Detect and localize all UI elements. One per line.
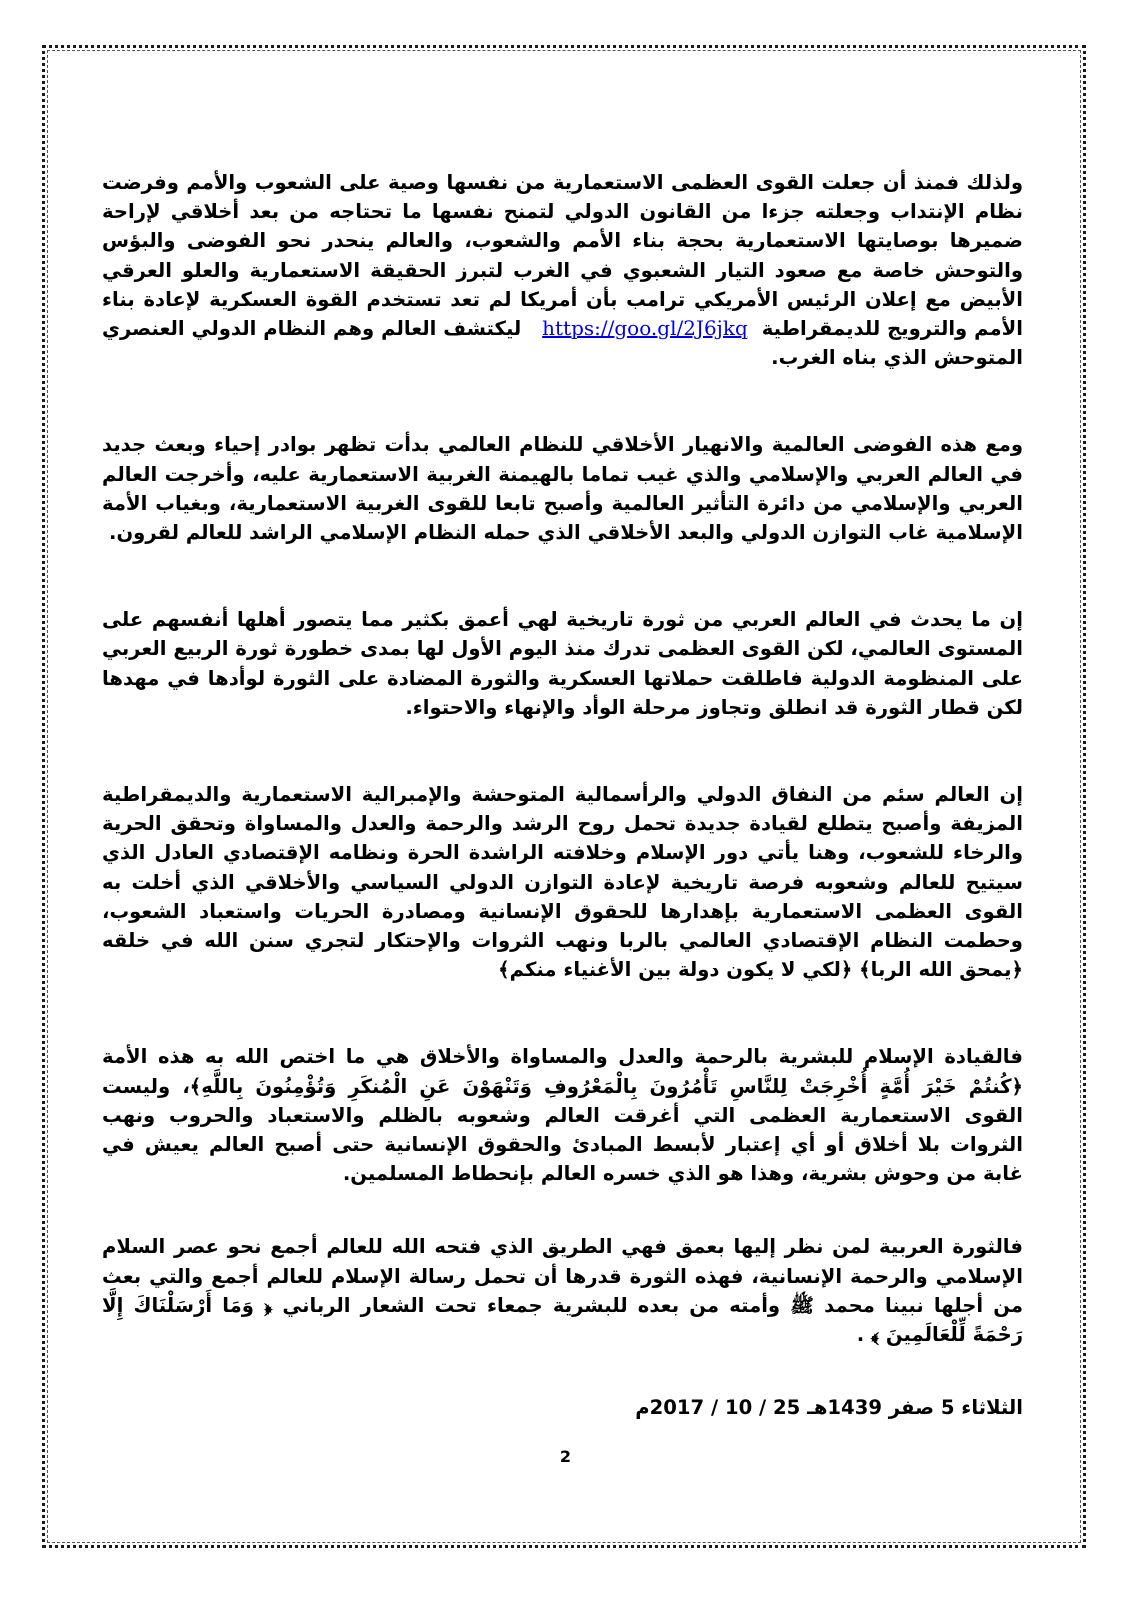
goo-gl-link[interactable]: https://goo.gl/2J6jkq — [542, 316, 748, 341]
paragraph-6: فالثورة العربية لمن نظر إليها بعمق فهي الطريق الذي فتحه الله للعالم أجمع نحو عصر السلام الإسلامي والرحمة الإنسانية، فهذه الثورة قدرها أن تحمل رسالة الإسلام للعالم أجمع والتي بعث من أجلها نبينا محمد ﷺ وأمته من بعده للبشرية جمعاء تحت الشعار الرباني ﴿ وَمَا أَرْسَلْنَاكَ إِلَّا رَحْمَةً لِّلْعَالَمِينَ ﴾ . — [102, 1235, 1023, 1347]
paragraph-1-text: ولذلك فمنذ أن جعلت القوى العظمى الاستعمارية من نفسها وصية على الشعوب والأمم وفرضت نظام الإنتداب وجعلته جزءا من القانون الدولي لتمنح نفسها ما تحتاجه من بعد أخلاقي لإراحة ضميرها بوصايتها الاستعمارية بحجة بناء الأمم والشعوب، والعالم ينحدر نحو الفوضى والبؤس والتوحش خاصة مع صعود التيار الشعبوي في الغرب لتبرز الحقيقة الاستعمارية والعلو العرقي الأبيض مع إعلان الرئيس الأمريكي ترامب بأن أمريكا لم تعد تستخدم القوة العسكرية لإعادة بناء الأمم والترويج للديمقراطية — [102, 171, 1023, 341]
page-number: 2 — [559, 1447, 572, 1466]
paragraph-5: فالقيادة الإسلام للبشرية بالرحمة والعدل والمساواة والأخلاق هي ما اختص الله به هذه الأمة ﴿كُنتُمْ خَيْرَ أُمَّةٍ أُخْرِجَتْ لِلنَّاسِ تَأْمُرُونَ بِالْمَعْرُوفِ وَتَنْهَوْنَ عَنِ الْمُنكَرِ وَتُؤْمِنُونَ بِاللَّهِ﴾، وليست القوى الاستعمارية العظمى التي أغرقت العالم وشعوبه بالظلم والاستعباد والحروب ونهب الثروات بلا أخلاق أو أي إعتبار لأبسط المبادئ والحقوق الإنسانية حتى أصبح العالم يعيش في غابة من وحوش بشرية، وهذا هو الذي خسره العالم بإنحطاط المسلمين. — [102, 1045, 1023, 1186]
paragraph-4: إن العالم سئم من النفاق الدولي والرأسمالية المتوحشة والإمبرالية الاستعمارية والديمقراطية المزيفة وأصبح يتطلع لقيادة جديدة تحمل روح الرشد والرحمة والعدل والمساواة وتحقق الحرية والرخاء للشعوب، وهنا يأتي دور الإسلام وخلافته الراشدة الحرة ونظامه الإقتصادي العادل الذي سيتيح للعالم وشعوبه فرصة تاريخية لإعادة التوازن الدولي السياسي والأخلاقي الذي أخلت به القوى العظمى الاستعمارية بإهدارها للحقوق الإنسانية ومصادرة الحريات واستعباد الشعوب، وحطمت النظام الإقتصادي العالمي بالربا ونهب الثروات والإحتكار لتجري سنن الله في خلقه ﴿يمحق الله الربا﴾ ﴿لكي لا يكون دولة بين الأغنياء منكم﴾ — [102, 783, 1023, 982]
paragraph-1 — [102, 168, 1023, 372]
paragraph-3: إن ما يحدث في العالم العربي من ثورة تاريخية لهي أعمق بكثير مما يتصور أهلها أنفسهم على المستوى العالمي، لكن القوى العظمى تدرك منذ اليوم الأول لها بمدى خطورة ثورة الربيع العربي على المنظومة الدولية فاطلقت حملاتها العسكرية والثورة المضادة على الثورة لوأدها في مهدها لكن قطار الثورة قد انطلق وتجاوز مرحلة الوأد والإنهاء والاحتواء. — [102, 608, 1023, 719]
dateline: الثلاثاء 5 صفر 1439هـ 25 / 10 / 2017م — [635, 1396, 1023, 1420]
paragraph-1-continuation: ليكتشف العالم وهم النظام الدولي العنصري المتوحش الذي بناه الغرب. — [102, 317, 1023, 370]
paragraph-2: ومع هذه الفوضى العالمية والانهيار الأخلاقي للنظام العالمي بدأت تظهر بوادر إحياء وبعث جديد في العالم العربي والإسلامي والذي غيب تماما بالهيمنة الغربية الاستعمارية عليه، وأخرجت العالم العربي والإسلامي من دائرة التأثير العالمية وأصبح تابعا للقوى الغربية الاستعمارية، وبغياب الأمة الإسلامية غاب التوازن الدولي والبعد الأخلاقي الذي حمله النظام الإسلامي الراشد للعالم لقرون. — [102, 433, 1023, 545]
document-body — [102, 168, 1023, 1423]
